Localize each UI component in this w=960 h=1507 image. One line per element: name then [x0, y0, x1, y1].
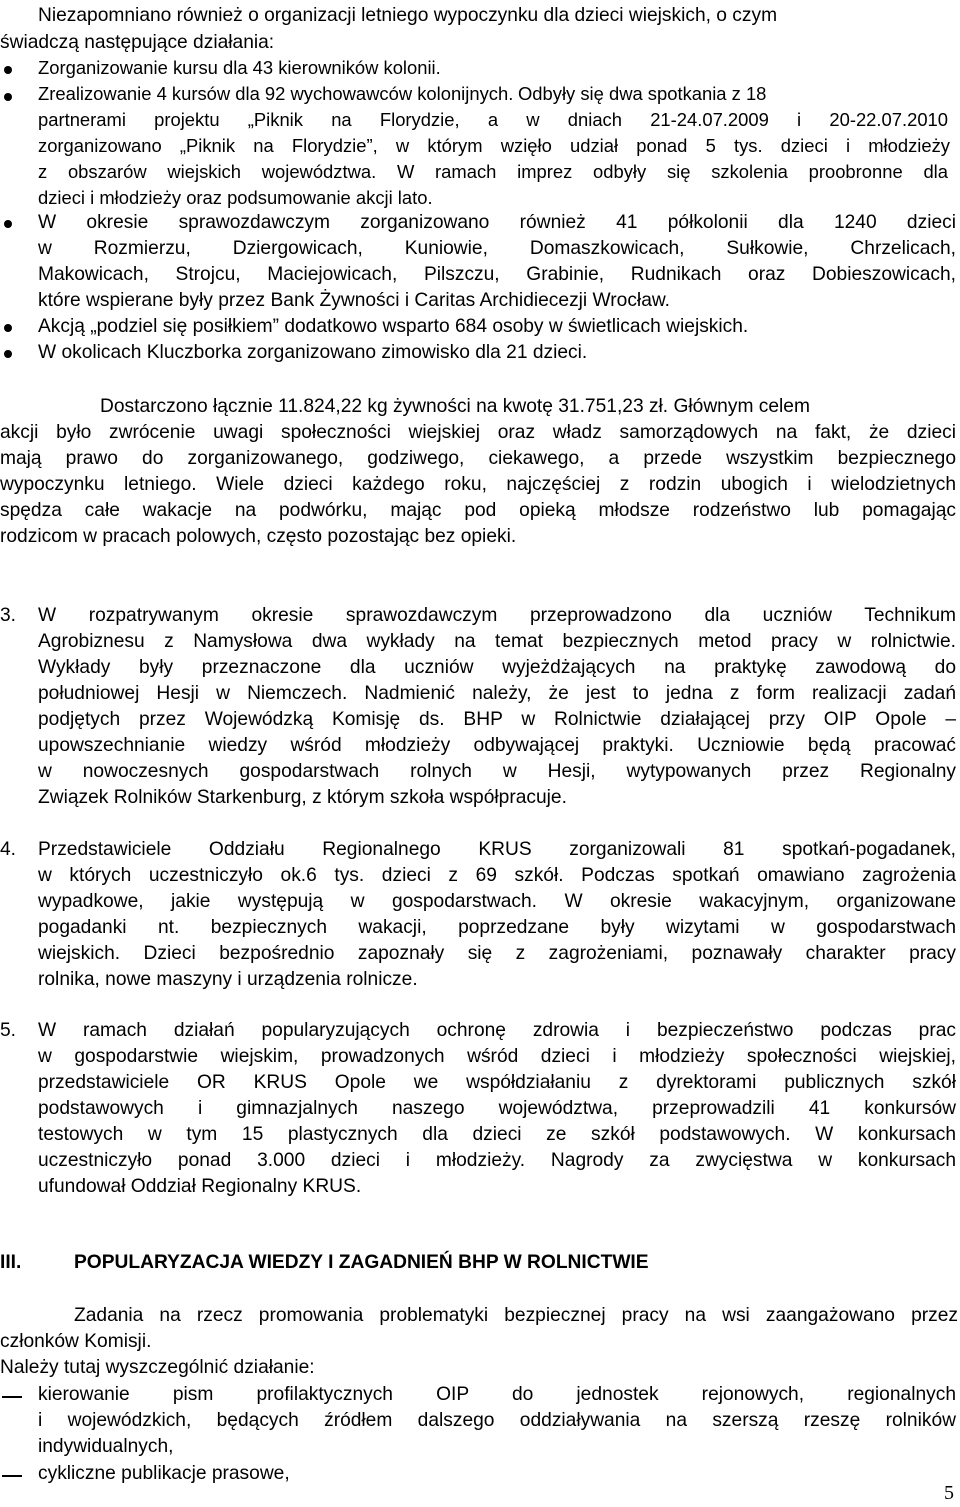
- bullet-icon: [4, 220, 12, 228]
- item-5-line: podstawowych i gimnazjalnych naszego województwa, przeprowadzili 41 konkursów: [38, 1098, 956, 1119]
- bullet-text-kierownicy: Zorganizowanie kursu dla 43 kierowników kolonii.: [38, 57, 441, 78]
- item-5-line: W ramach działań popularyzujących ochronę zdrowia i bezpieczeństwo podczas prac: [38, 1020, 956, 1041]
- item-3-line: upowszechnianie wiedzy wśród młodzieży odbywającej praktyki. Uczniowie będą pracować: [38, 735, 956, 756]
- dostarczono-line-4: wypoczynku letniego. Wiele dzieci każdego roku, najczęściej z rodzin ubogich i wielodzietnych: [0, 474, 956, 495]
- polkolonie-line-3: Makowicach, Strojcu, Maciejowicach, Pilszczu, Grabinie, Rudnikach oraz Dobieszowicach,: [38, 264, 956, 285]
- zadania-line-2: członków Komisji.: [0, 1331, 152, 1352]
- zadania-line-1: Zadania na rzecz promowania problematyki bezpiecznej pracy na wsi zaangażowano przez: [74, 1305, 958, 1326]
- item-5-line: uczestniczyło ponad 3.000 dzieci i młodzieży. Nagrody za zwycięstwa w konkursach: [38, 1150, 956, 1171]
- dostarczono-line-1: Dostarczono łącznie 11.824,22 kg żywności na kwotę 31.751,23 zł. Głównym celem: [100, 396, 810, 417]
- dash-item-1-line-1: kierowanie pism profilaktycznych OIP do jednostek rejonowych, regionalnych: [38, 1384, 956, 1405]
- bullet-icon: [4, 93, 12, 101]
- item-3-number: 3.: [0, 605, 17, 626]
- zadania-line-3: Należy tutaj wyszczególnić działanie:: [0, 1357, 315, 1378]
- dostarczono-line-2: akcji było zwrócenie uwagi społeczności wiejskiej oraz władz samorządowych na fakt, że dzieci: [0, 422, 956, 443]
- item-5-line: testowych w tym 15 plastycznych dla dzieci ze szkół podstawowych. W konkursach: [38, 1124, 956, 1145]
- dash-item-1-line-3: indywidualnych,: [38, 1436, 174, 1457]
- polkolonie-line-1: W okresie sprawozdawczym zorganizowano również 41 półkolonii dla 1240 dzieci: [38, 212, 956, 233]
- item-5-line: w gospodarstwie wiejskim, prowadzonych wśród dzieci i młodzieży społeczności wiejskiej,: [38, 1046, 956, 1067]
- item-4-line: wypadkowe, jakie występują w gospodarstwach. W okresie wakacyjnym, organizowane: [38, 891, 956, 912]
- item-3-line: Agrobiznesu z Namysłowa dwa wykłady na temat bezpiecznych metod pracy w rolnictwie.: [38, 631, 956, 652]
- item-3-line: Wykłady były przeznaczone dla uczniów wyjeżdżających na praktykę zawodową do: [38, 657, 956, 678]
- bullet-icon: [4, 324, 12, 332]
- polkolonie-line-2: w Rozmierzu, Dziergowicach, Kuniowie, Domaszkowicach, Sułkowie, Chrzelicach,: [38, 238, 956, 259]
- item-4-line: rolnika, nowe maszyny i urządzenia rolnicze.: [38, 969, 418, 990]
- item-4-line: pogadanki nt. bezpiecznych wakacji, poprzedzane były wizytami w gospodarstwach: [38, 917, 956, 938]
- piknik-line-3: zorganizowano „Piknik na Florydzie”, w którym wzięło udział ponad 5 tys. dzieci i młodzieży: [38, 135, 950, 156]
- item-3-line: południowej Hesji w Niemczech. Nadmienić należy, że jest to jedna z form realizacji zadań: [38, 683, 956, 704]
- bullet-icon: [4, 350, 12, 358]
- dash-icon: [2, 1396, 22, 1398]
- intro-line-2: świadczą następujące działania:: [0, 32, 275, 53]
- dostarczono-line-3: mają prawo do zorganizowanego, godziwego, ciekawego, a przede wszystkim bezpiecznego: [0, 448, 956, 469]
- akcja-posilek: Akcją „podziel się posiłkiem” dodatkowo wsparto 684 osoby w świetlicach wiejskich.: [38, 316, 749, 337]
- piknik-line-1: Odbyły się dwa spotkania z 18: [518, 83, 767, 104]
- zimowisko: W okolicach Kluczborka zorganizowano zimowisko dla 21 dzieci.: [38, 342, 588, 363]
- item-3-line: w nowoczesnych gospodarstwach rolnych w Hesji, wytypowanych przez Regionalny: [38, 761, 956, 782]
- piknik-line-4: z obszarów wiejskich województwa. W ramach imprez odbyły się szkolenia proobronne dla: [38, 161, 948, 182]
- dash-icon: [2, 1475, 22, 1477]
- section-title: POPULARYZACJA WIEDZY I ZAGADNIEŃ BHP W ROLNICTWIE: [74, 1252, 649, 1273]
- dostarczono-line-5: spędza całe wakacje na podwórku, mając pod opieką młodsze rodzeństwo lub pomagając: [0, 500, 956, 521]
- piknik-line-2: partnerami projektu „Piknik na Florydzie, a w dniach 21-24.07.2009 i 20-22.07.2010: [38, 109, 948, 130]
- dash-item-2-line-1: cykliczne publikacje prasowe,: [38, 1463, 290, 1484]
- intro-line-1: Niezapomniano również o organizacji letniego wypoczynku dla dzieci wiejskich, o czym: [38, 5, 778, 26]
- bullet-text-wychowawcy: Zrealizowanie 4 kursów dla 92 wychowawców kolonijnych.: [38, 83, 514, 104]
- item-3-line: W rozpatrywanym okresie sprawozdawczym przeprowadzono dla uczniów Technikum: [38, 605, 956, 626]
- item-4-line: wiejskich. Dzieci bezpośrednio zapoznały się z zagrożeniami, poznawały charakter pracy: [38, 943, 956, 964]
- section-roman-number: III.: [0, 1252, 22, 1273]
- dostarczono-line-6: rodzicom w pracach polowych, często pozostając bez opieki.: [0, 526, 517, 547]
- item-4-line: Przedstawiciele Oddziału Regionalnego KRUS zorganizowali 81 spotkań-pogadanek,: [38, 839, 956, 860]
- piknik-line-5: dzieci i młodzieży oraz podsumowanie akcji lato.: [38, 187, 433, 208]
- item-3-line: Związek Rolników Starkenburg, z którym szkoła współpracuje.: [38, 787, 567, 808]
- item-5-line: ufundował Oddział Regionalny KRUS.: [38, 1176, 362, 1197]
- page-number: 5: [944, 1482, 954, 1504]
- polkolonie-line-4: które wspierane były przez Bank Żywności i Caritas Archidiecezji Wrocław.: [38, 290, 670, 311]
- item-3-line: podjętych przez Wojewódzką Komisję ds. BHP w Rolnictwie działającej przy OIP Opole –: [38, 709, 956, 730]
- item-5-line: przedstawiciele OR KRUS Opole we współdziałaniu z dyrektorami publicznych szkół: [38, 1072, 956, 1093]
- dash-item-1-line-2: i wojewódzkich, będących źródłem dalszego oddziaływania na szerszą rzeszę rolników: [38, 1410, 956, 1431]
- item-4-line: w których uczestniczyło ok.6 tys. dzieci z 69 szkół. Podczas spotkań omawiano zagrożenia: [38, 865, 956, 886]
- bullet-icon: [4, 66, 12, 74]
- item-5-number: 5.: [0, 1020, 17, 1041]
- item-4-number: 4.: [0, 839, 17, 860]
